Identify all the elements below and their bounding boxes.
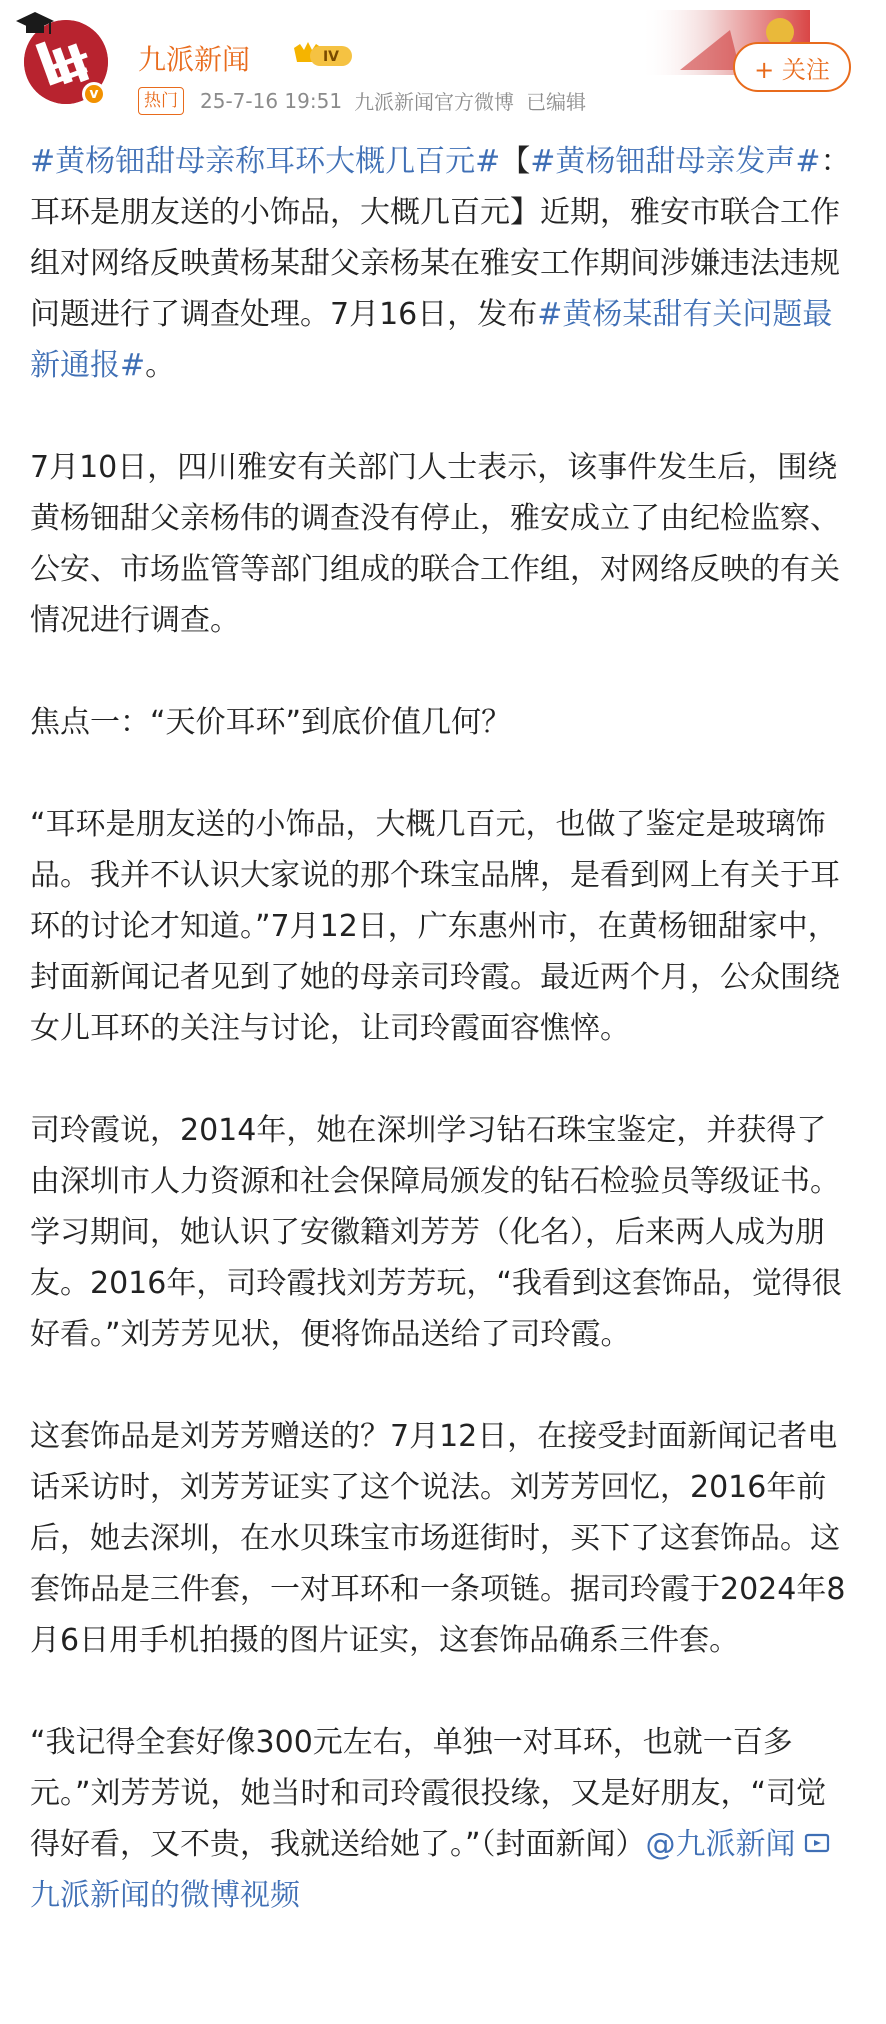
member-level-badge[interactable] (292, 40, 354, 68)
post-source: 九派新闻官方微博 (354, 90, 515, 114)
paragraph-5: 司玲霞说，2014年，她在深圳学习钻石珠宝鉴定，并获得了由深圳市人力资源和社会保障局颁发的钻石检验员等级证书。学习期间，她认识了安徽籍刘芳芳（化名），后来两人成为朋友。2016年，司玲霞找刘芳芳玩，“我看到这套饰品，觉得很好看。”刘芳芳见状，便将饰品送给了司玲霞。 (30, 1113, 842, 1352)
text-span: 【 (500, 144, 531, 179)
paragraph-2: 7月10日，四川雅安有关部门人士表示，该事件发生后，围绕黄杨钿甜父亲杨伟的调查没有停止，雅安成立了由纪检监察、公安、市场监管等部门组成的联合工作组，对网络反映的有关情况进行调查。 (30, 450, 840, 638)
mention-link[interactable]: @九派新闻 (645, 1827, 796, 1862)
paragraph-4: “耳环是朋友送的小饰品，大概几百元，也做了鉴定是玻璃饰品。我并不认识大家说的那个珠宝品牌，是看到网上有关于耳环的讨论才知道。”7月12日，广东惠州市，在黄杨钿甜家中，封面新闻记者见到了她的母亲司玲霞。最近两个月，公众围绕女儿耳环的关注与讨论，让司玲霞面容憔悴。 (30, 807, 840, 1046)
text-span: 。 (145, 348, 176, 383)
text-span: ：耳环是朋友送的小饰品，大概几百元】近期，雅安市联合工作组对网络反映黄杨某甜父亲杨某在雅安工作期间涉嫌违法违规问题进行了调查处理。7月16日，发布 (30, 144, 851, 332)
follow-button[interactable]: + 关注 (733, 42, 851, 92)
hot-tag: 热门 (138, 87, 184, 115)
post-header (0, 0, 886, 125)
paragraph-6: 这套饰品是刘芳芳赠送的？7月12日，在接受封面新闻记者电话采访时，刘芳芳证实了这个说法。刘芳芳回忆，2016年前后，她去深圳，在水贝珠宝市场逛街时，买下了这套饰品。这套饰品是三件套，一对耳环和一条项链。据司玲霞于2024年8月6日用手机拍摄的图片证实，这套饰品确系三件套。 (30, 1419, 846, 1658)
member-level-text: IV (322, 49, 340, 65)
post-content (30, 136, 856, 1921)
topic-tag[interactable]: #黄杨某甜有关问题最新通报# (30, 297, 833, 383)
video-link-label: 九派新闻的微博视频 (30, 1878, 300, 1913)
topic-tag[interactable]: #黄杨钿甜母亲发声# (530, 144, 821, 179)
author-name[interactable]: 九派新闻 (138, 43, 251, 76)
graduation-cap-icon (14, 10, 56, 40)
text-span: “我记得全套好像300元左右，单独一对耳环，也就一百多元。”刘芳芳说，她当时和司玲霞很投缘，又是好朋友，“司觉得好看，又不贵，我就送给她了。”（封面新闻） (30, 1725, 827, 1862)
paragraph-3: 焦点一：“天价耳环”到底价值几何？ (30, 705, 512, 740)
paragraph-7 (30, 1717, 856, 1921)
verified-badge-icon: v (82, 82, 106, 106)
post-meta (138, 86, 586, 115)
paragraph-1 (30, 136, 856, 391)
post-time: 25-7-16 19:51 (200, 88, 343, 113)
topic-tag[interactable]: #黄杨钿甜母亲称耳环大概几百元# (30, 144, 501, 179)
edited-label: 已编辑 (526, 90, 587, 114)
video-icon (804, 1832, 834, 1856)
